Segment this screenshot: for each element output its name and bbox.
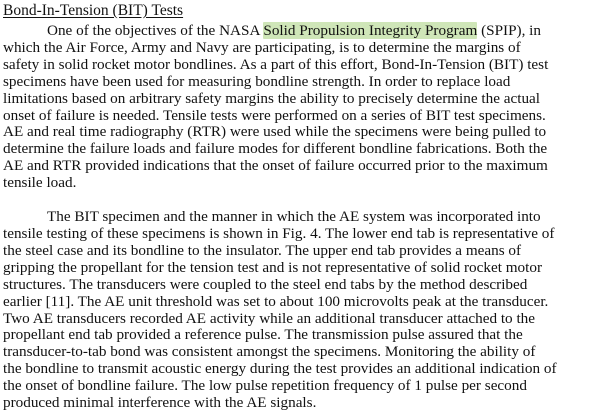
paragraph-2-line: the steel case and its bondline to the insulator. The upper end tab provides a means of <box>3 241 522 259</box>
paragraph-1-line: tensile load. <box>3 174 77 192</box>
paragraph-1-line: AE and real time radiography (RTR) were used while the specimens were being pulled to <box>3 123 547 141</box>
paragraph-1-line: determine the failure loads and failure modes for different bondline fabrications. Both the <box>3 140 548 158</box>
paragraph-1-line: safety in solid rocket motor bondlines. As a part of this effort, Bond-In-Tension (BIT) test <box>3 55 549 73</box>
paragraph-2-line: the onset of bondline failure. The low pulse repetition frequency of 1 pulse per second <box>3 377 527 395</box>
section-heading: Bond-In-Tension (BIT) Tests <box>3 2 184 19</box>
paragraph-2-line: gripping the propellant for the tension test and is not representative of solid rocket motor <box>3 258 543 276</box>
paragraph-2-line: propellant end tab provided a reference pulse. The transmission pulse assured that the <box>3 326 523 344</box>
paragraph-2-line: structures. The transducers were coupled to the steel end tabs by the method described <box>3 275 528 293</box>
paragraph-2-line: Two AE transducers recorded AE activity while an additional transducer attached to the <box>3 309 535 327</box>
paragraph-2-line: transducer-to-tab bond was consistent amongst the specimens. Monitoring the ability of <box>3 343 536 361</box>
paragraph-2-line: earlier [11]. The AE unit threshold was set to about 100 microvolts peak at the transducer. <box>3 292 549 310</box>
paragraph-1-line: which the Air Force, Army and Navy are participating, is to determine the margins of <box>3 38 521 56</box>
paragraph-1-line-1 <box>3 23 594 40</box>
paragraph-2 <box>3 209 594 412</box>
paragraph-1-line: specimens have been used for measuring bondline strength. In order to replace load <box>3 72 511 90</box>
highlighted-phrase[interactable]: Solid Propulsion Integrity Program <box>263 22 478 39</box>
paragraph-2-line: the bondline to transmit acoustic energy during the test provides an additional indication of <box>3 360 557 378</box>
paragraph-gap <box>3 192 594 209</box>
paragraph-1-line: limitations based on arbitrary safety margins the ability to precisely determine the actual <box>3 89 541 107</box>
paragraph-2-line: tensile testing of these specimens is shown in Fig. 4. The lower end tab is representative of <box>3 224 555 242</box>
paragraph-1-line-1-pre: One of the objectives of the NASA <box>47 22 264 39</box>
paragraph-1-line: AE and RTR provided indications that the onset of failure occurred prior to the maximum <box>3 157 548 175</box>
paragraph-2-line: The BIT specimen and the manner in which the AE system was incorporated into <box>47 208 541 226</box>
paragraph-1-line-1-post: (SPIP), in <box>477 22 541 39</box>
paragraph-1 <box>3 23 594 192</box>
paragraph-1-line: onset of failure is needed. Tensile tests were performed on a series of BIT test specimens. <box>3 106 546 124</box>
paragraph-2-line: produced minimal interference with the AE signals. <box>3 394 317 412</box>
